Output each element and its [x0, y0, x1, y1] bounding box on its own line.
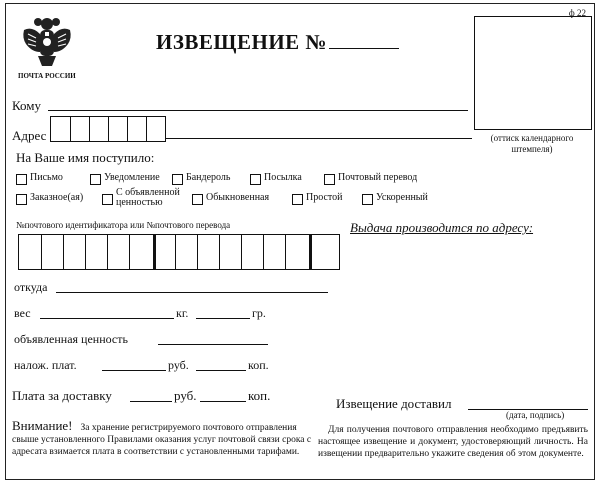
item-type-pismo: Письмо [30, 172, 63, 183]
notice-number-field[interactable] [329, 32, 399, 49]
logo-caption: ПОЧТА РОССИИ [18, 72, 76, 80]
eagle-emblem-icon [18, 12, 76, 70]
notice-heading: Внимание! [12, 418, 73, 433]
komu-field[interactable] [48, 110, 468, 111]
storage-notice [12, 420, 312, 458]
cennost-field[interactable] [158, 344, 268, 345]
address-field[interactable] [166, 138, 472, 139]
plata-kop-label: коп. [248, 388, 271, 403]
checkbox-posylka[interactable] [250, 174, 261, 185]
tracking-id-cells[interactable] [18, 234, 340, 270]
notice-form [5, 3, 595, 480]
checkbox-obyavlennoy[interactable] [102, 194, 113, 205]
item-class-prostoy: Простой [306, 192, 343, 203]
item-class-uskorenny: Ускоренный [376, 192, 428, 203]
checkbox-pismo[interactable] [16, 174, 27, 185]
receipt-instructions: Для получения почтового отправления необходимо предъявить настоящее извещение и документ, удостоверяющий личность. На извещении предварительно укажите сведения об этом документе. [318, 425, 588, 459]
checkbox-zakaznoe[interactable] [16, 194, 27, 205]
delivery-address-heading: Выдача производится по адресу: [350, 220, 534, 235]
nalozh-rub-field[interactable] [102, 370, 166, 371]
checkbox-obyknovennaya[interactable] [192, 194, 203, 205]
nalozh-kop-field[interactable] [196, 370, 246, 371]
notice-text: За хранение регистрируемого почтового отправления свыше установленного Правилами оказания услуг почтовой связи срока с адресата взимается плата в соответствии с установленными тарифами. [12, 423, 312, 457]
ves-gr-field[interactable] [196, 318, 250, 319]
kg-label: кг. [176, 306, 189, 320]
postcode-cells[interactable] [50, 116, 166, 142]
postal-logo [18, 12, 76, 82]
otkuda-field[interactable] [56, 292, 328, 293]
form-code: ф 22 [568, 8, 586, 18]
item-class-obyavlennoy: С объявленной ценностью [116, 187, 180, 208]
id-caption: №почтового идентификатора или №почтового перевода [16, 220, 231, 230]
plata-kop-field[interactable] [200, 401, 246, 402]
stamp-caption: (оттиск календарного штемпеля) [490, 133, 574, 154]
item-type-posylka: Посылка [264, 172, 302, 183]
item-class-obyknovennaya: Обыкновенная [206, 192, 270, 203]
item-class-zakaznoe: Заказное(ая) [30, 192, 84, 203]
plata-label: Плата за доставку [12, 388, 112, 403]
checkbox-perevod[interactable] [324, 174, 335, 185]
item-type-perevod: Почтовый перевод [338, 172, 418, 183]
komu-label: Кому [12, 98, 42, 113]
calendar-stamp-box [474, 16, 592, 130]
checkbox-uvedomlenie[interactable] [90, 174, 101, 185]
received-label: На Ваше имя поступило: [16, 150, 155, 165]
gr-label: гр. [252, 306, 266, 320]
ves-kg-field[interactable] [40, 318, 174, 319]
item-type-banderol: Бандероль [186, 172, 231, 183]
plata-rub-field[interactable] [130, 401, 172, 402]
dostavil-label: Извещение доставил [336, 396, 452, 411]
otkuda-label: откуда [14, 280, 48, 294]
nalozh-rub-label: руб. [168, 358, 189, 372]
checkbox-prostoy[interactable] [292, 194, 303, 205]
checkbox-uskorenny[interactable] [362, 194, 373, 205]
cennost-label: объявленная ценность [14, 332, 128, 346]
nalozh-label: налож. плат. [14, 358, 77, 372]
data-podpis-caption: (дата, подпись) [506, 410, 565, 420]
checkbox-banderol[interactable] [172, 174, 183, 185]
nalozh-kop-label: коп. [248, 358, 269, 372]
form-title: ИЗВЕЩЕНИЕ № [156, 30, 399, 55]
plata-rub-label: руб. [174, 388, 197, 403]
ves-label: вес [14, 306, 31, 320]
adres-label: Адрес [12, 128, 47, 143]
item-type-uvedomlenie: Уведомление [104, 172, 160, 183]
